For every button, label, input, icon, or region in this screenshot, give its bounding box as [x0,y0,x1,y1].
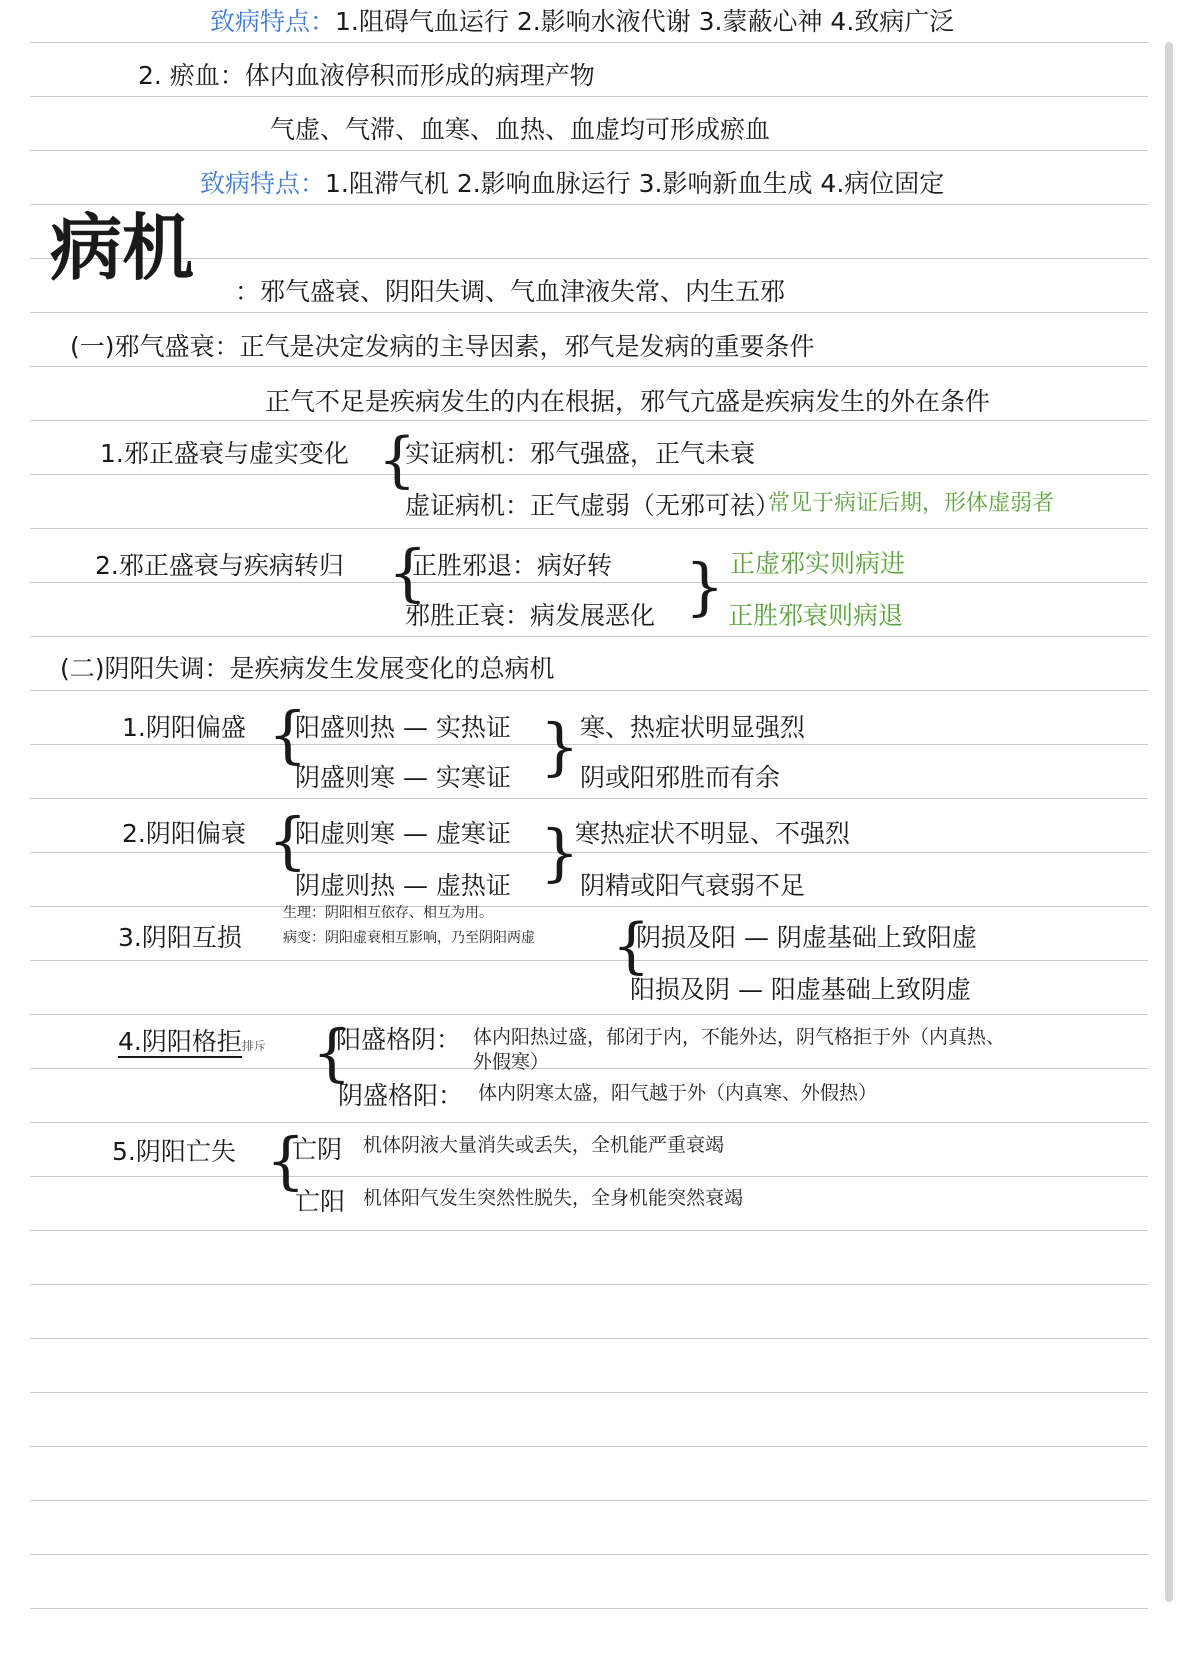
features-items: 1.阻滞气机 2.影响血脉运行 3.影响新血生成 4.病位固定 [325,169,945,198]
s2-point2-note-b: 阴精或阳气衰弱不足 [580,871,806,900]
s2-point3-label: 3.阴阳互损 [118,923,242,952]
s2-point2-label: 2.阴阳偏衰 [122,819,246,848]
s2-point5-label: 5.阴阳亡失 [112,1137,236,1166]
s2-point2-note-a: 寒热症状不明显、不强烈 [575,819,851,848]
ruled-line [30,960,1148,961]
ruled-line [30,744,1148,745]
ruled-line [30,1230,1148,1231]
s1-point1-label: 1.邪正盛衰与虚实变化 [100,439,349,468]
s1-point2-note-b: 正胜邪衰则病退 [728,601,904,630]
s2-point5-b-hw: 亡阳 [295,1187,346,1216]
s2-point2-b: 阴虚则热 — 虚热证 [295,871,511,900]
s2-point3-b: 阳损及阴 — 阳虚基础上致阴虚 [630,975,971,1004]
features-label: 致病特点 [200,169,301,198]
s1-point2-a: 正胜邪退：病好转 [412,551,613,580]
s2-point5-a-typed: 机体阴液大量消失或丢失，全机能严重衰竭 [363,1135,725,1156]
ruled-line [30,1554,1148,1555]
pathogenic-features-1: 致病特点：1.阻碍气血运行 2.影响水液代谢 3.蒙蔽心神 4.致病广泛 [210,7,955,36]
ruled-line [30,1122,1148,1123]
ruled-line [30,636,1148,637]
s2-point3-a: 阴损及阳 — 阴虚基础上致阳虚 [636,923,977,952]
s2-point4-a-typed: 体内阳热过盛，郁闭于内，不能外达，阴气格拒于外（内真热、 [473,1027,1006,1048]
s2-point1-label: 1.阴阳偏盛 [122,713,246,742]
s2-point1-note-a: 寒、热症状明显强烈 [580,713,806,742]
s1-point2-label: 2.邪正盛衰与疾病转归 [95,551,344,580]
brace-icon: { [612,911,651,981]
ruled-line [30,366,1148,367]
brace-icon: { [378,425,417,495]
s1-point2-b: 邪胜正衰：病发展恶化 [405,601,656,630]
ruled-line [30,1608,1148,1609]
s2-point4-small: 排斥 [241,1039,266,1053]
s2-point4-a-hw: 阳盛格阴： [336,1025,462,1054]
s2-point4-a-typed2: 外假寒） [473,1052,550,1073]
ruled-line [30,690,1148,691]
ruled-line [30,258,1148,259]
ruled-line [30,582,1148,583]
ruled-line [30,1392,1148,1393]
brace-icon: { [312,1016,352,1089]
blood-stasis-causes: 气虚、气滞、血寒、血热、血虚均可形成瘀血 [270,115,771,144]
ruled-line [30,1176,1148,1177]
ruled-line [30,1284,1148,1285]
ruled-line [30,474,1148,475]
blood-stasis-definition: 2. 瘀血：体内血液停积而形成的病理产物 [138,61,595,90]
section-1-heading: (一)邪气盛衰：正气是决定发病的主导因素，邪气是发病的重要条件 [70,332,815,361]
brace-close-icon: } [540,710,580,783]
s1-point1-b: 虚证病机：正气虚弱（无邪可祛） [405,491,781,520]
brace-icon: { [268,698,308,771]
ruled-line [30,96,1148,97]
s2-point4-b-hw: 阴盛格阳： [338,1081,464,1110]
s2-point1-a: 阳盛则热 — 实热证 [295,713,511,742]
ruled-line [30,906,1148,907]
ruled-line [30,798,1148,799]
brace-close-icon: } [685,550,725,623]
s2-point4-label: 4.阴阳格拒排斥 [118,1027,266,1056]
ruled-line [30,1068,1148,1069]
ruled-line [30,1014,1148,1015]
s1-point1-a: 实证病机：邪气强盛，正气未衰 [405,439,756,468]
ruled-line [30,312,1148,313]
s2-point1-note-b: 阴或阳邪胜而有余 [580,763,781,792]
scrollbar[interactable] [1165,42,1173,1602]
s2-point4-b-typed: 体内阴寒太盛，阳气越于外（内真寒、外假热） [478,1083,878,1104]
ruled-line [30,528,1148,529]
ruled-line [30,1338,1148,1339]
features-items: 1.阻碍气血运行 2.影响水液代谢 3.蒙蔽心神 4.致病广泛 [335,7,955,36]
brace-icon: { [268,804,308,877]
s2-point5-a-hw: 亡阴 [292,1135,343,1164]
section-2-heading: (二)阴阳失调：是疾病发生发展变化的总病机 [60,654,555,683]
s2-point3-typed-a: 生理：阴阳相互依存、相互为用。 [283,904,493,920]
brace-icon: { [266,1124,306,1197]
brace-icon: { [388,536,428,609]
section-1-line: 正气不足是疾病发生的内在根据，邪气亢盛是疾病发生的外在条件 [265,387,991,416]
ruled-line [30,150,1148,151]
s1-point2-note-a: 正虚邪实则病进 [730,549,906,578]
s2-point3-typed-b: 病变：阴阳虚衰相互影响，乃至阴阳两虚 [283,929,535,945]
ruled-line [30,204,1148,205]
ruled-line [30,42,1148,43]
s2-point2-a: 阳虚则寒 — 虚寒证 [295,819,511,848]
s1-point1-note: 常见于病证后期，形体虚弱者 [768,491,1055,516]
ruled-line [30,1446,1148,1447]
brace-close-icon: } [540,816,580,889]
ruled-line [30,1500,1148,1501]
page-subtitle: ：邪气盛衰、阴阳失调、气血津液失常、内生五邪 [235,277,786,306]
page-title: 病机 [50,205,195,290]
pathogenic-features-2: 致病特点：1.阻滞气机 2.影响血脉运行 3.影响新血生成 4.病位固定 [200,169,945,198]
features-label: 致病特点 [210,7,311,36]
ruled-line [30,420,1148,421]
s2-point5-b-typed: 机体阳气发生突然性脱失，全身机能突然衰竭 [363,1188,744,1209]
s2-point1-b: 阴盛则寒 — 实寒证 [295,763,511,792]
ruled-line [30,852,1148,853]
